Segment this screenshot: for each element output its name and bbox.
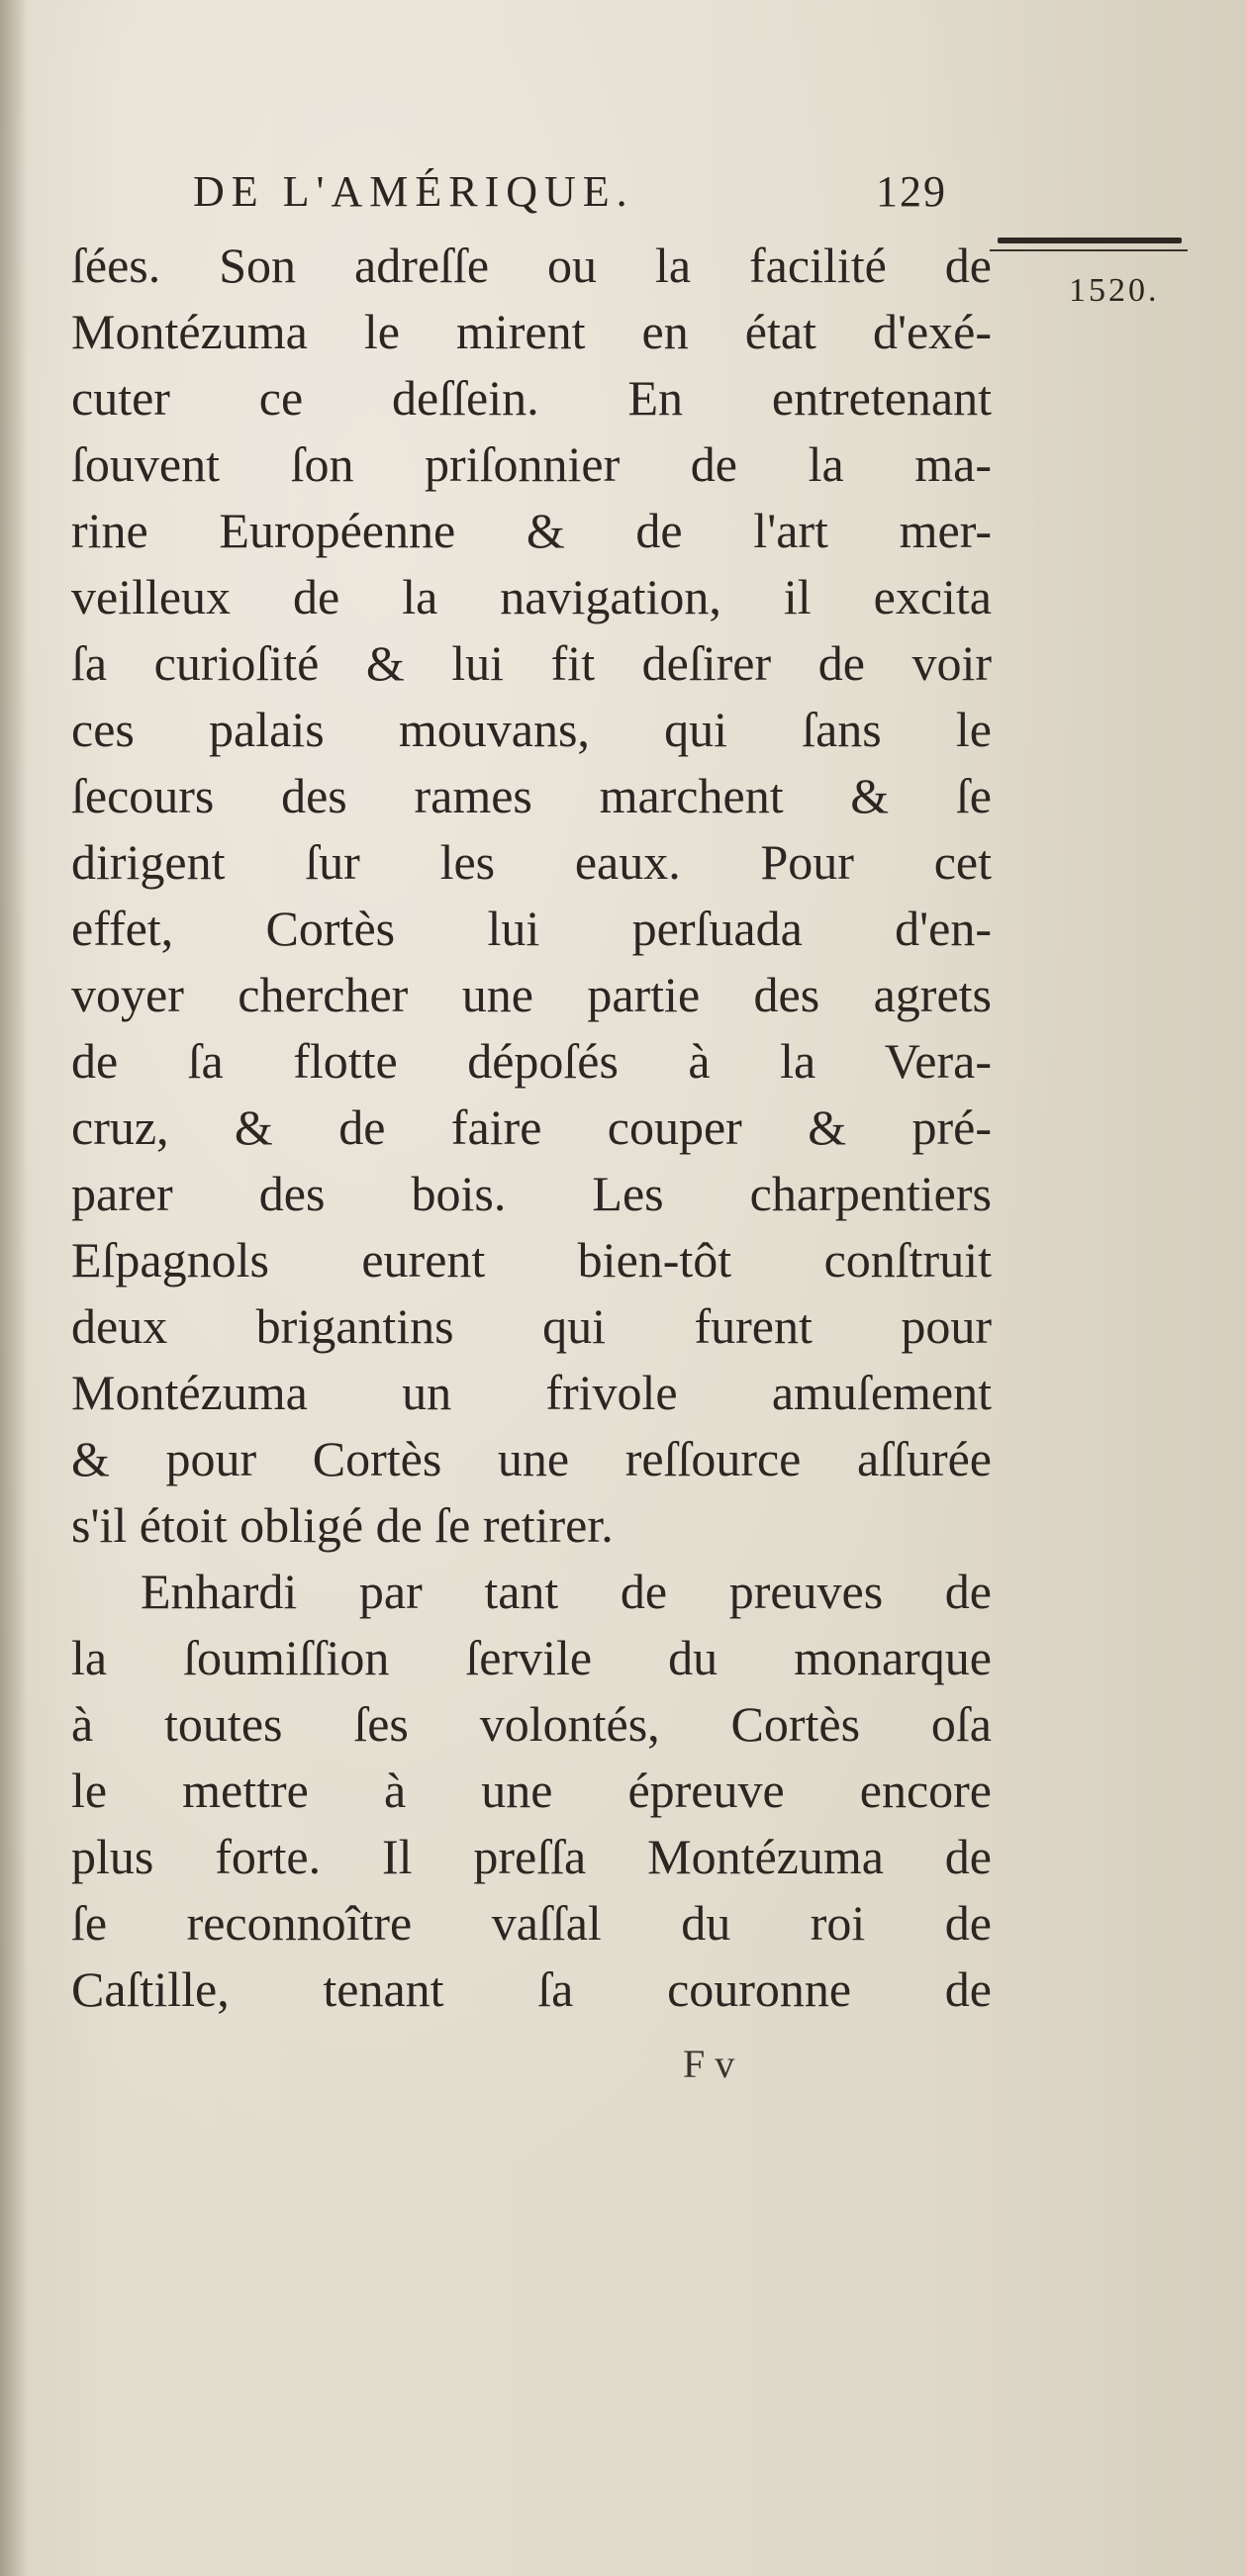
text-line: Caſtille, tenant ſa couronne de xyxy=(71,1961,992,2017)
text-line: la ſoumiſſion ſervile du monarque xyxy=(71,1630,992,1685)
text-line: Eſpagnols eurent bien-tôt conſtruit xyxy=(71,1232,992,1288)
running-title: DE L'AMÉRIQUE. xyxy=(193,167,634,216)
text-line: parer des bois. Les charpentiers xyxy=(71,1166,992,1221)
text-line: Enhardi par tant de preuves de xyxy=(141,1564,992,1619)
text-line: dirigent ſur les eaux. Pour cet xyxy=(71,834,992,890)
body-text xyxy=(71,233,992,2023)
text-line: effet, Cortès lui perſuada d'en- xyxy=(71,901,992,956)
text-line: ſe reconnoître vaſſal du roi de xyxy=(71,1895,992,1951)
margin-rule-thin xyxy=(990,249,1188,251)
text-line: ſecours des rames marchent & ſe xyxy=(71,768,992,823)
margin-rule-thick xyxy=(998,238,1182,243)
text-line: ſa curioſité & lui fit deſirer de voir xyxy=(71,635,992,691)
margin-year-note: 1520. xyxy=(1069,272,1160,309)
text-line: voyer chercher une partie des agrets xyxy=(71,967,992,1022)
text-line: s'il étoit obligé de ſe retirer. xyxy=(71,1497,614,1553)
text-line: Montézuma le mirent en état d'exé- xyxy=(71,304,992,359)
text-line: ces palais mouvans, qui ſans le xyxy=(71,702,992,757)
margin-rule xyxy=(990,238,1188,255)
signature-mark: F v xyxy=(683,2042,735,2086)
text-line: cruz, & de faire couper & pré- xyxy=(71,1099,992,1155)
page-number: 129 xyxy=(876,167,947,216)
text-line: deux brigantins qui furent pour xyxy=(71,1298,992,1354)
text-line: ſées. Son adreſſe ou la facilité de xyxy=(71,238,992,293)
text-line: rine Européenne & de l'art mer- xyxy=(71,503,992,558)
running-header xyxy=(193,166,985,226)
text-line: plus forte. Il preſſa Montézuma de xyxy=(71,1829,992,1884)
text-line: de ſa flotte dépoſés à la Vera- xyxy=(71,1033,992,1089)
text-line: cuter ce deſſein. En entretenant xyxy=(71,370,992,426)
text-line: à toutes ſes volontés, Cortès oſa xyxy=(71,1696,992,1752)
gutter-shadow xyxy=(0,0,28,2576)
text-line: le mettre à une épreuve encore xyxy=(71,1763,992,1818)
text-line: ſouvent ſon priſonnier de la ma- xyxy=(71,436,992,492)
text-line: & pour Cortès une reſſource aſſurée xyxy=(71,1431,992,1486)
text-line: Montézuma un frivole amuſement xyxy=(71,1365,992,1420)
text-line: veilleux de la navigation, il excita xyxy=(71,569,992,624)
